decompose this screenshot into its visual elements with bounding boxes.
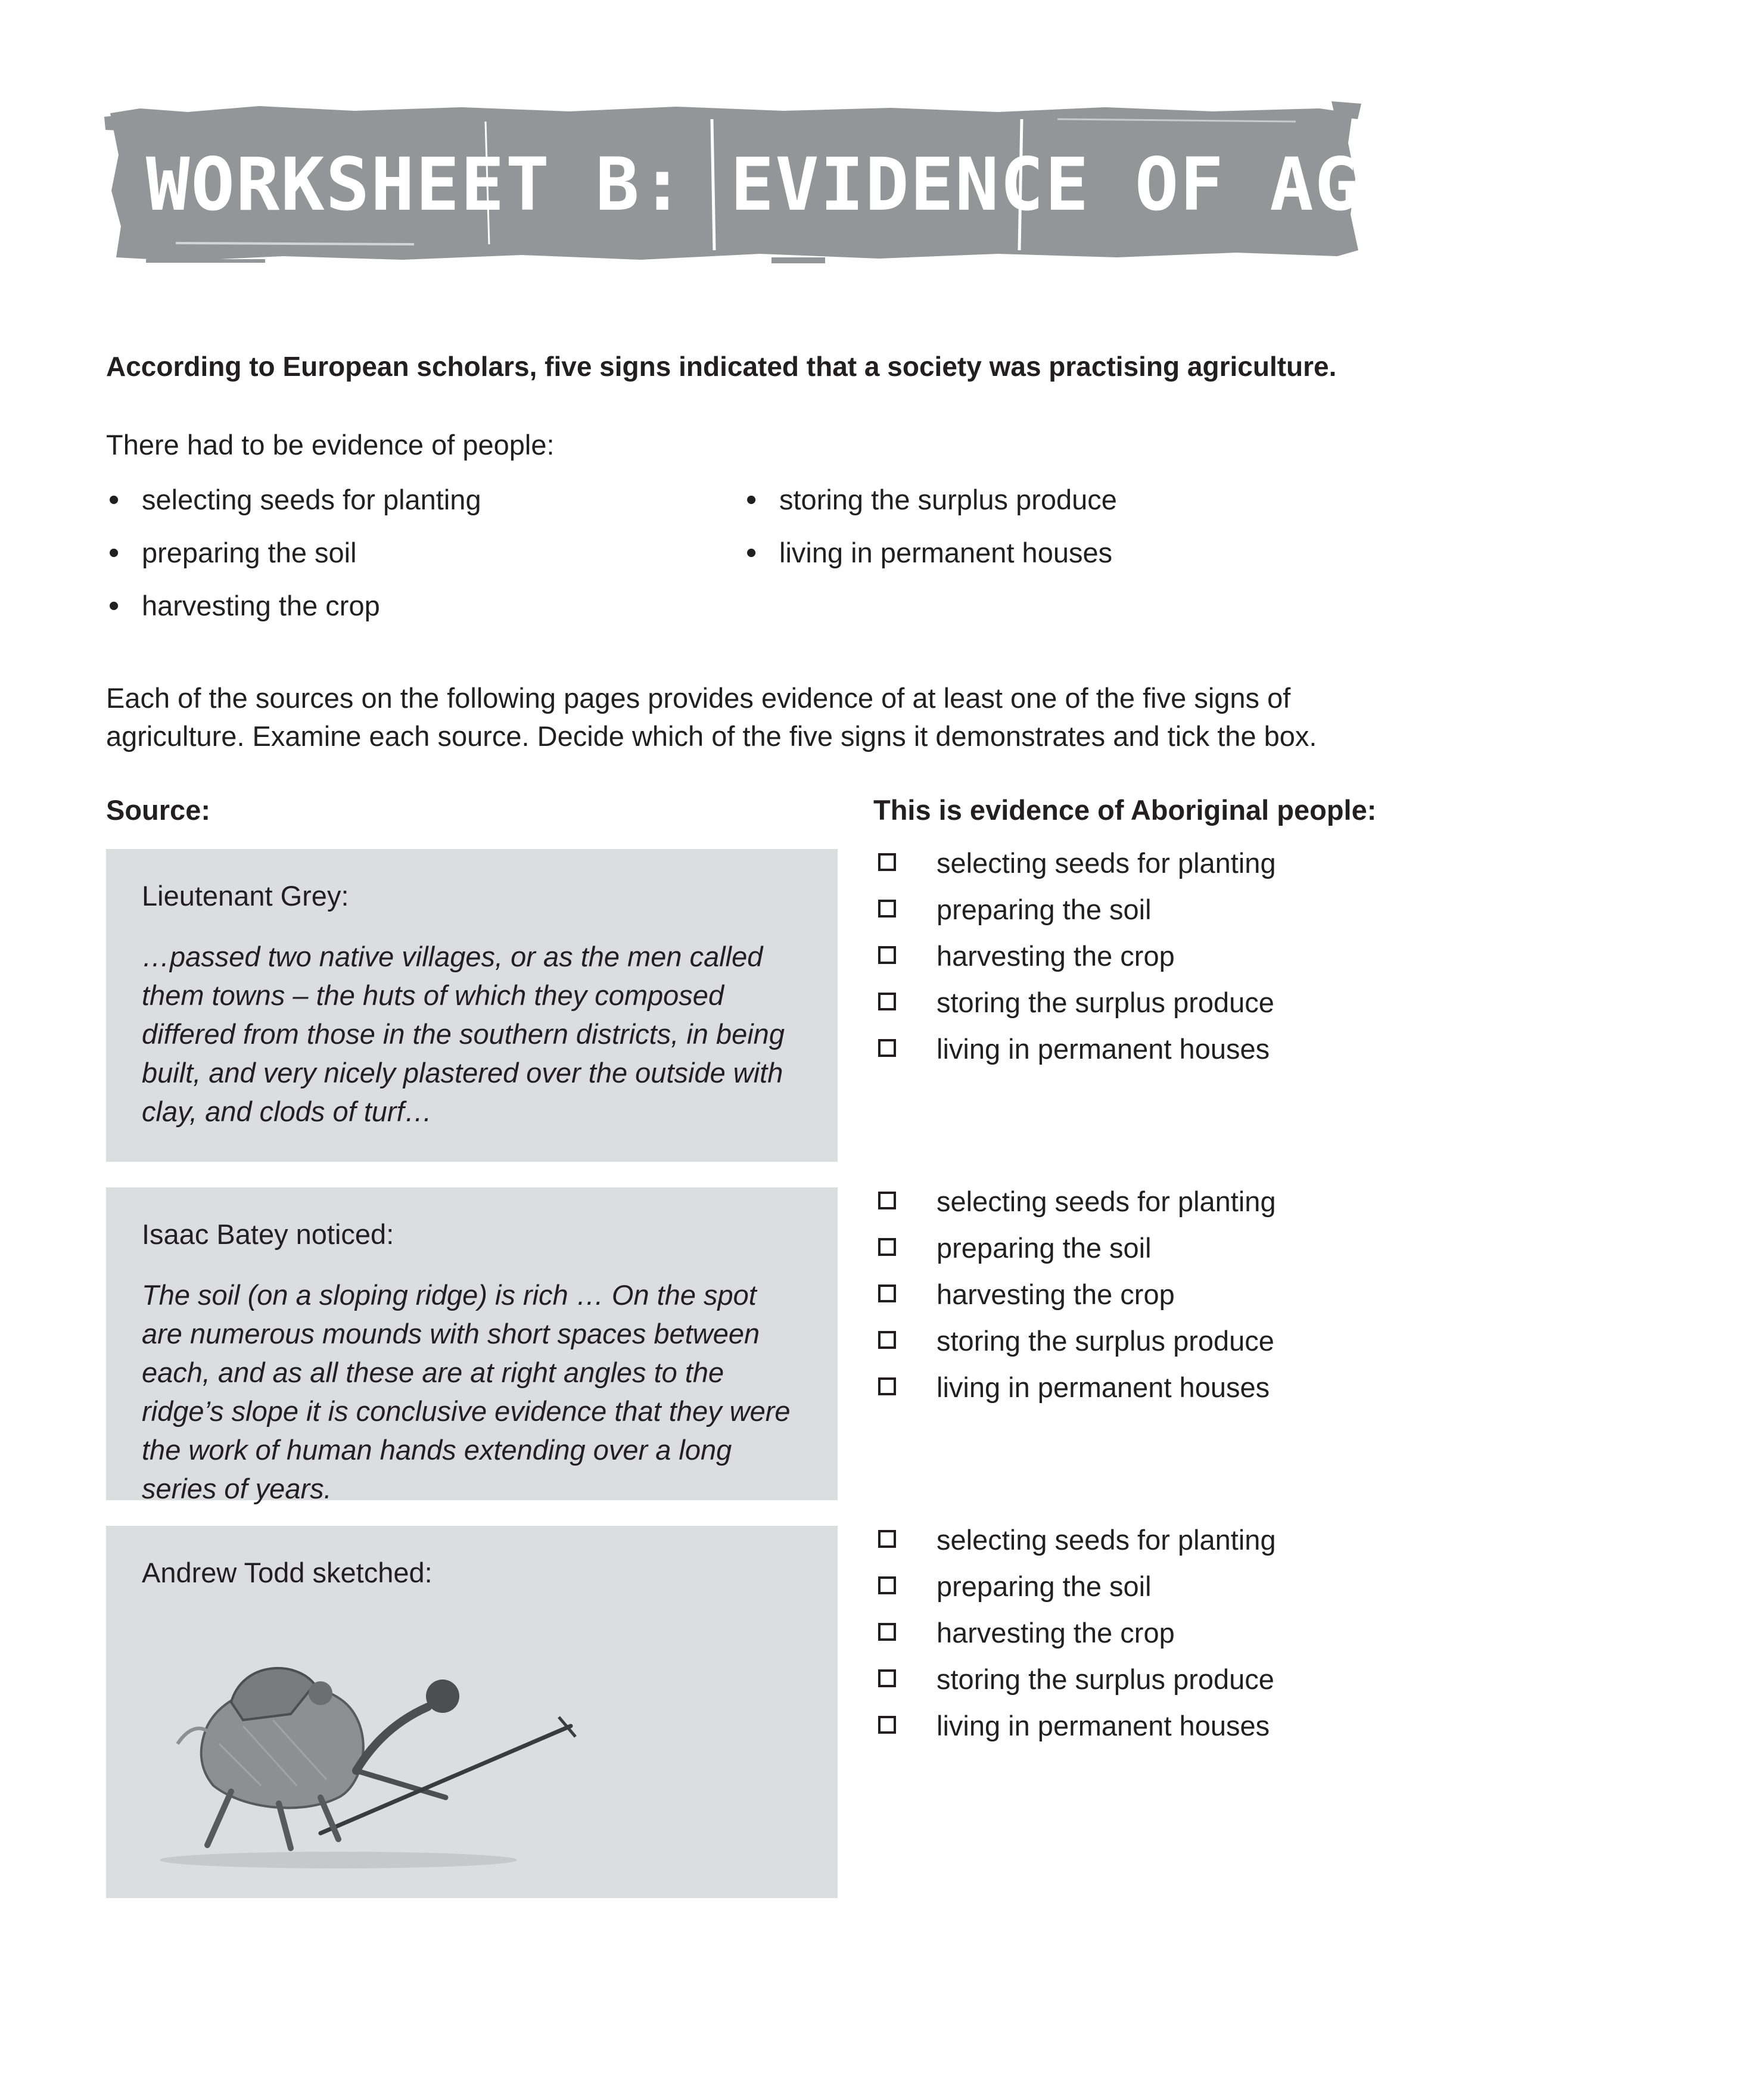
check-option[interactable]: [876, 846, 1276, 892]
check-option[interactable]: [876, 1709, 1276, 1755]
check-option-label: storing the surplus produce: [937, 1663, 1274, 1695]
check-option-label: selecting seeds for planting: [937, 847, 1276, 879]
check-option[interactable]: [876, 1184, 1276, 1231]
source-quote: The soil (on a sloping ridge) is rich … On the spot are numerous mounds with short spaces between each, and as all these are at right angles to the ridge’s slope it is conclusive evidence that they were the work of human hands extending over a long series of years.: [142, 1279, 791, 1504]
check-option[interactable]: [876, 1032, 1276, 1078]
check-option[interactable]: [876, 892, 1276, 939]
source-column-header: Source:: [106, 794, 210, 826]
check-option-label: living in permanent houses: [937, 1033, 1270, 1065]
source-box-grey: [106, 849, 838, 1162]
list-item: • storing the surplus produce: [743, 483, 1117, 536]
checkbox[interactable]: [878, 1716, 896, 1734]
list-item: • living in permanent houses: [743, 536, 1117, 589]
evidence-column-header: This is evidence of Aboriginal people:: [873, 794, 1377, 826]
source-author: Isaac Batey noticed:: [142, 1218, 394, 1250]
checklist-source-todd: [876, 1523, 1276, 1755]
source-box-batey: [106, 1187, 838, 1504]
list-item: • selecting seeds for planting: [106, 483, 481, 536]
checkbox[interactable]: [878, 1331, 896, 1349]
sketch-person-digging-icon: [142, 1637, 577, 1875]
check-option[interactable]: [876, 1662, 1276, 1709]
list-item: • preparing the soil: [106, 536, 481, 589]
list-item: • harvesting the crop: [106, 589, 481, 642]
check-option[interactable]: [876, 1616, 1276, 1662]
check-option-label: preparing the soil: [937, 1570, 1152, 1602]
check-option[interactable]: [876, 1569, 1276, 1616]
checkbox[interactable]: [878, 946, 896, 964]
check-option[interactable]: [876, 1324, 1276, 1370]
check-option[interactable]: [876, 1370, 1276, 1417]
check-option-label: storing the surplus produce: [937, 987, 1274, 1018]
instructions: Each of the sources on the following pages provides evidence of at least one of the five signs of agriculture. Examine each source. Decide which of the five signs it demonstrates and tick the box.: [106, 682, 1317, 752]
source-author: Andrew Todd sketched:: [142, 1557, 433, 1588]
intro-statement: According to European scholars, five signs indicated that a society was practising agriculture.: [106, 351, 1337, 382]
check-option-label: preparing the soil: [937, 1232, 1152, 1264]
source-author: Lieutenant Grey:: [142, 880, 349, 912]
checkbox[interactable]: [878, 900, 896, 918]
check-option-label: storing the surplus produce: [937, 1325, 1274, 1357]
source-box-todd: [106, 1526, 838, 1898]
check-option-label: harvesting the crop: [937, 940, 1175, 972]
checkbox[interactable]: [878, 1530, 896, 1548]
checkbox[interactable]: [878, 853, 896, 871]
lead-text: There had to be evidence of people:: [106, 429, 555, 461]
check-option-label: harvesting the crop: [937, 1279, 1175, 1310]
check-option[interactable]: [876, 1277, 1276, 1324]
check-option[interactable]: [876, 1523, 1276, 1569]
check-option-label: harvesting the crop: [937, 1617, 1175, 1649]
check-option[interactable]: [876, 985, 1276, 1032]
check-option-label: selecting seeds for planting: [937, 1186, 1276, 1217]
check-option-label: selecting seeds for planting: [937, 1524, 1276, 1556]
checklist-source-grey: [876, 846, 1276, 1078]
checklist-source-batey: [876, 1184, 1276, 1417]
checkbox[interactable]: [878, 1669, 896, 1687]
checkbox[interactable]: [878, 1377, 896, 1395]
page-title: WORKSHEET B: EVIDENCE OF AGRICULTURE: [146, 142, 1764, 227]
signs-list-left: [106, 483, 481, 642]
checkbox[interactable]: [878, 1192, 896, 1209]
checkbox[interactable]: [878, 1623, 896, 1641]
checkbox[interactable]: [878, 1039, 896, 1057]
check-option[interactable]: [876, 939, 1276, 985]
check-option[interactable]: [876, 1231, 1276, 1277]
checkbox[interactable]: [878, 1238, 896, 1256]
title-banner: [104, 95, 1764, 274]
signs-list-right: [743, 483, 1117, 589]
checkbox[interactable]: [878, 993, 896, 1010]
check-option-label: preparing the soil: [937, 894, 1152, 925]
checkbox[interactable]: [878, 1285, 896, 1302]
check-option-label: living in permanent houses: [937, 1371, 1270, 1403]
check-option-label: living in permanent houses: [937, 1710, 1270, 1741]
source-quote: …passed two native villages, or as the men called them towns – the huts of which they composed differed from those in the southern districts, in being built, and very nicely plastered over the outside with clay, and clods of turf…: [142, 941, 785, 1127]
checkbox[interactable]: [878, 1576, 896, 1594]
